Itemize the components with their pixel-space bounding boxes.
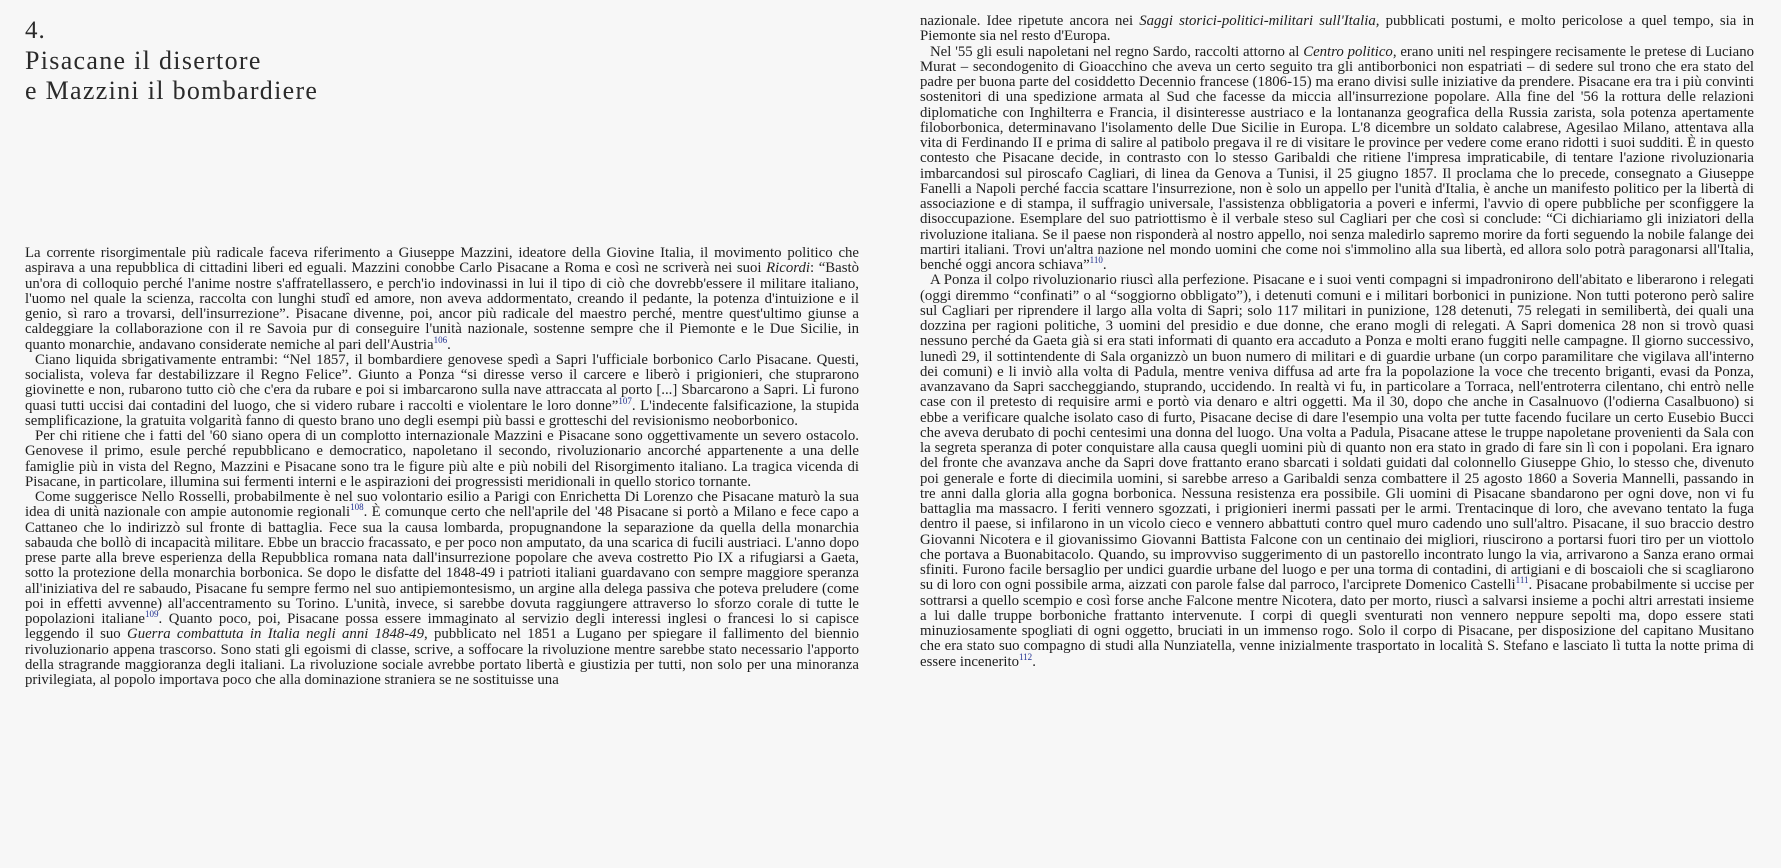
text-run: Come suggerisce Nello Rosselli, probabilmente è nel suo volontario esilio a Parigi con Enrichetta Di Lorenzo che Pisacane maturò la sua idea di unità nazionale con ampie autonomie regionali xyxy=(25,489,859,521)
text-run: . È comunque certo che nell'aprile del '48 Pisacane si portò a Milano e fece capo a Cattaneo che lo indirizzò sul fronte di battaglia. Fece sua la causa lombarda, propugnandone la separazione da quella della monarchia sabauda che bollò di incapacità militare. Ebbe un braccio fracassato, e per poco non amputato, da una scarica di fucili austriaci. L'anno dopo prese parte alla breve esperienza della Repubblica romana nata dall'insurrezione popolare che aveva costretto Pio IX a rifugiarsi a Gaeta, sotto la protezione della monarchia borbonica. Se dopo le disfatte del 1848-49 i patrioti italiani guardavano con sempre maggiore speranza all'iniziativa del re sabaudo, Pisacane fu sempre fermo nel suo antipiemontesismo, un argine alla delega passiva che poteva preludere (come poi in effetti avvenne) all'accentramento su Torino. L'unità, invece, si sarebbe dovuta raggiungere attraverso lo sforzo corale di tutte le popolazioni italiane xyxy=(25,504,859,627)
italic-title: Centro politico xyxy=(1303,43,1393,60)
italic-title: Ricordi xyxy=(766,260,810,277)
text-run: . Quanto poco, poi, Pisacane possa essere immaginato al servizio degli interessi inglesi o francesi lo si capisce leggendo il suo xyxy=(25,611,859,643)
italic-title: Guerra combattuta in Italia negli anni 1848-49 xyxy=(127,626,424,643)
text-run: , pubblicato nel 1851 a Lugano per spiegare il fallimento del biennio rivoluzionario appena trascorso. Sono stati gli egoismi di classe, scrive, a soffocare la rivoluzione mentre sarebbe stato necessario l'apporto della stragrande maggioranza degli italiani. La rivoluzione sociale avrebbe portato libertà e giustizia per tutti, non solo per una minoranza privilegiata, al popolo importava poco che alla dominazione straniera se ne sostituisse una xyxy=(25,626,859,688)
chapter-number: 4. xyxy=(25,17,46,44)
body-paragraph xyxy=(920,273,1754,670)
text-run: : “Bastò un'ora di colloquio perché l'anime nostre s'affratellassero, e perch'io indovinassi in lui il tipo di ciò che dovrebb'essere il militare italiano, l'uomo nel quale la scienza, raccolta con lunghi studî ed amore, non aveva addormentato, creando il pedante, la potenza d'intuizione e il genio, sì raro a trovarsi, dell'insurrezione”. Pisacane divenne, poi, ancor più radicale del maestro perché, mentre quest'ultimo giunse a caldeggiare la collaborazione con il re Savoia pur di conseguire l'unità nazionale, sostenne sempre che il Piemonte e le Due Sicilie, in quanto monarchie, andavano considerate nemiche al pari dell'Austria xyxy=(25,260,860,353)
chapter-title xyxy=(25,46,318,106)
chapter-title-line-1: Pisacane il disertore xyxy=(25,46,262,75)
body-paragraph xyxy=(25,490,859,688)
footnote-reference[interactable]: 110 xyxy=(1089,255,1103,266)
body-paragraph xyxy=(920,14,1754,45)
right-page xyxy=(920,14,1754,670)
chapter-title-line-2: e Mazzini il bombardiere xyxy=(25,76,319,105)
body-paragraph xyxy=(25,353,859,429)
body-paragraph xyxy=(25,429,859,490)
text-run: . xyxy=(1102,257,1107,273)
footnote-reference[interactable]: 112 xyxy=(1019,651,1033,662)
text-run: . xyxy=(447,336,451,353)
text-run: . Pisacane probabilmente si uccise per sottrarsi a quello scempio e così forse anche Falcone mentre Nicotera, dato per morto, riuscì a salvarsi insieme a pochi altri arrestati insieme a lui dalle truppe borboniche frattanto intervenute. I corpi di quegli sventurati non vennero neppure sepolti ma, dopo essere stati minuziosamente spogliati di ogni oggetto, bruciati in un immenso rogo. Solo il corpo di Pisacane, per disposizione del capitano Musitano che era stato suo compagno di studi alla Nunziatella, venne inizialmente trasportato in località S. Stefano e lasciato lì tutta la notte prima di essere incenerito xyxy=(920,577,1754,670)
text-run: nazionale. Idee ripetute ancora nei xyxy=(920,13,1140,29)
text-run: . L'indecente falsificazione, la stupida semplificazione, la gratuita volgarità fanno di questo brano uno degli esempi più bassi e grotteschi del revisionismo neoborbonico. xyxy=(25,397,860,429)
text-run: , erano uniti nel respingere recisamente le pretese di Luciano Murat – secondogenito di Gioacchino che aveva un certo seguito tra gli antiborbonici non espatriati – di sedere sul trono che era stato del padre per buona parte del cosiddetto Decennio francese (1806-15) ma erano divisi sulle iniziative da prendere. Pisacane era tra i più convinti sostenitori di una spedizione armata al Sud che facesse da miccia all'insurrezione popolare. Alla fine del '56 la rottura delle relazioni diplomatiche con Inghilterra e Francia, il disinteresse austriaco e la lontananza geografica della Russia zarista, sola potenza apertamente filoborbonica, determinavano l'isolamento delle Due Sicilie in Europa. L'8 dicembre un soldato calabrese, Agesilao Milano, attentava alla vita di Ferdinando II e prima di salire al patibolo pregava il re di visitare le province per vedere come erano ridotti i suoi sudditi. È in questo contesto che Pisacane decide, in contrasto con lo stesso Garibaldi che ritiene l'impresa impraticabile, di tentare l'azione rivoluzionaria imbarcandosi sul piroscafo Cagliari, di linea da Genova a Tunisi, il 25 giugno 1857. Il proclama che lo precede, consegnato a Giuseppe Fanelli a Napoli perché faccia scattare l'insurrezione, non è solo un appello per l'unità d'Italia, è anche un manifesto politico per la libertà di associazione e di stampa, il suffragio universale, l'assistenza obbligatoria a poveri e infermi, l'avvio di opere pubbliche per sconfiggere la disoccupazione. Esemplare del suo patriottismo è il verbale steso sul Cagliari per che così si conclude: “Ci dichiariamo gli iniziatori della rivoluzione italiana. Se il paese non risponderà al nostro appello, noi senza maledirlo sapremo morire da forti seguendo la nobile falange dei martiri italiani. Trovi un'altra nazione nel mondo uomini che come noi s'immolino alla sua libertà, ed allora solo potrà paragonarsi all'Italia, benché oggi ancora schiava” xyxy=(920,43,1755,273)
body-paragraph xyxy=(25,246,859,353)
footnote-reference[interactable]: 106 xyxy=(433,334,448,345)
footnote-reference[interactable]: 107 xyxy=(618,395,632,406)
footnote-reference[interactable]: 108 xyxy=(350,502,364,513)
italic-title: Saggi storici-politici-militari sull'Italia, xyxy=(1139,13,1380,29)
text-run: . xyxy=(1032,653,1036,670)
text-run: Per chi ritiene che i fatti del '60 siano opera di un complotto internazionale Mazzini e Pisacane sono oggettivamente un severo ostacolo. Genovese il primo, esule perché repubblicano e democratico, napoletano il secondo, rivoluzionario ancorché appartenente a una delle famiglie più in vista del Regno, Mazzini e Pisacane sono tra le figure più alte e più nobili del Risorgimento italiano. La tragica vicenda di Pisacane, in particolare, illumina sui fermenti interni e le aspirazioni dei progressisti meridionali in quello storico tornante. xyxy=(25,428,859,490)
text-run: Nel '55 gli esuli napoletani nel regno Sardo, raccolti attorno al xyxy=(930,43,1304,60)
text-run: pubblicati postumi, e molto pericolose a quel tempo, sia in Piemonte sia nel resto d'Europa. xyxy=(920,13,1754,45)
left-page-body xyxy=(25,246,859,688)
text-run: La corrente risorgimentale più radicale faceva riferimento a Giuseppe Mazzini, ideatore della Giovine Italia, il movimento politico che aspirava a una repubblica di cittadini liberi ed eguali. Mazzini conobbe Carlo Pisacane a Roma e così ne scriverà nei suoi xyxy=(25,245,859,277)
text-run: A Ponza il colpo rivoluzionario riuscì alla perfezione. Pisacane e i suoi venti compagni si impadronirono dell'abitato e liberarono i relegati (oggi diremmo “confinati” o al “soggiorno obbligato”), i detenuti comuni e i militari borbonici in punizione. Non tutti poterono però salire sul Cagliari per riprendere il largo alla volta di Sapri; solo 117 militari in punizione, 128 detenuti, 75 relegati in semilibertà, dei quali una dozzina per ragioni politiche, 3 uomini del presidio e due donne, che erano mogli di relegati. A Sapri domenica 28 non si trovò quasi nessuno perché da Gaeta già si era stati informati di quanto era accaduto a Ponza e molti erano fuggiti nelle campagne. Il giorno successivo, lunedì 29, il sottintendente di Sala organizzò un buon numero di militari e di guardie urbane (un corpo paramilitare che vigilava all'interno dei comuni) e li inviò alla volta di Padula, mentre veniva diffusa ad arte fra la popolazione la voce che trecento briganti, evasi da Ponza, avanzavano da Sapri saccheggiando, stuprando, uccidendo. In realtà vi fu, in particolare a Torraca, nell'entroterra cilentano, chi entrò nelle case con il pretesto di requisire armi e portò via denaro e altri oggetti. Ma il 30, dopo che anche in Casalnuovo (l'odierna Casalbuono) si ebbe a verificare qualche isolato caso di furto, Pisacane decise di dare l'esempio una volta per tutte facendo fucilare un certo Eusebio Bucci che aveva derubato di pochi centesimi una donna del luogo. Una volta a Padula, Pisacane attese le truppe napoletane provenienti da Sala con la segreta speranza di poter conquistare alla causa quegli uomini più di quanto non era stato in grado di fare sin lì con i popolani. Era ignaro del fronte che avanzava anche da Sapri dove frattanto erano sbarcati i soldati guidati dal colonnello Giuseppe Ghio, lo stesso che, divenuto poi generale e forte di diecimila uomini, si sarebbe arreso a Garibaldi senza combattere il 25 agosto 1860 a Soveria Mannelli, passando in tre anni dalla gloria alla gogna borbonica. Nessuna resistenza era possibile. Gli uomini di Pisacane sbandarono per ogni dove, non vi fu battaglia ma massacro. I feriti vennero sgozzati, i prigionieri inermi passati per le armi. Trentacinque di loro, che avevano tentato la fuga dentro il paese, si infilarono in un vicolo cieco e vennero abbattuti contro quel muro cadendo uno sull'altro. Pisacane, il suo braccio destro Giovanni Nicotera e il giovanissimo Giovanni Battista Falcone con un centinaio dei migliori, riuscirono a portarsi fuori tiro per un viottolo che portava a Buonabitacolo. Quando, su improvviso suggerimento di un pastorello incontrato lungo la via, arrivarono a Sanza erano ormai sfiniti. Furono facile bersaglio per undici guardie urbane del luogo e per una torma di contadini, di artigiani e di boscaioli che si scagliarono su di loro con ogni possibile arma, aizzati con parole false dal parroco, l'arciprete Domenico Castelli xyxy=(920,272,1754,594)
footnote-reference[interactable]: 109 xyxy=(144,609,159,620)
left-page xyxy=(25,0,859,868)
footnote-reference[interactable]: 111 xyxy=(1515,575,1529,586)
text-run: Ciano liquida sbrigativamente entrambi: “Nel 1857, il bombardiere genovese spedì a Sapri l'ufficiale borbonico Carlo Pisacane. Questi, socialista, voleva far destabilizzare il Regno Felice”. Giunto a Ponza “si diresse verso il carcere e liberò i prigionieri, che stuprarono giovinette e non, rubarono tutto ciò che c'era da rubare e poi si imbarcarono sulla nave attraccata al porto [...] Sbarcarono a Sapri. Lì furono quasi tutti uccisi dai contadini del luogo, che si videro rubare i raccolti e violentare le loro donne” xyxy=(25,351,859,414)
body-paragraph xyxy=(920,45,1754,274)
